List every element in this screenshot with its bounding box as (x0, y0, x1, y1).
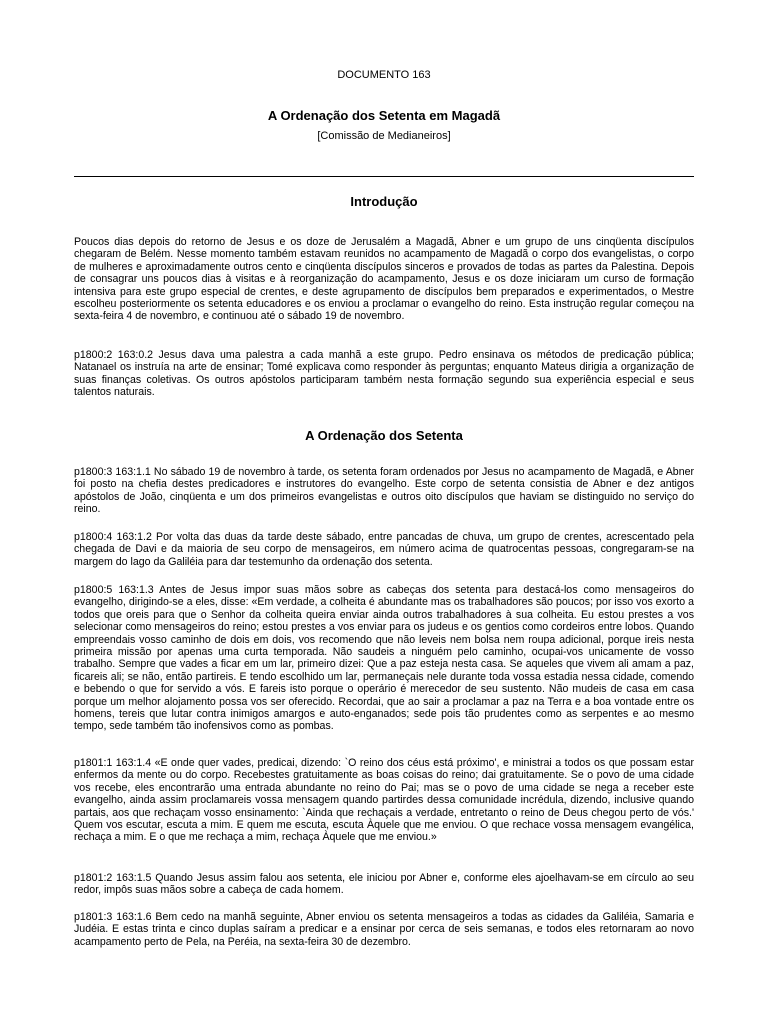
paragraph: Poucos dias depois do retorno de Jesus e os doze de Jerusalém a Magadã, Abner e um grupo de uns cinqüenta discípulos chegaram de Belém. Nesse momento também estavam reunidos no acampamento de Magadã o corpo dos evangelistas, o corpo de mulheres e aproximadamente outros cento e cinqüenta discípulos sinceros e provados de todas as partes da Palestina. Depois de consagrar uns poucos dias à visitas e à reorganização do acampamento, Jesus e os doze iniciaram um curso de formação intensiva para este grupo especial de crentes, e deste agrupamento de discípulos bem preparados e experimentados, o Mestre escolheu posteriormente os setenta educadores e os enviou a proclamar o evangelho do reino. Esta instrução regular começou na sexta-feira 4 de novembro, e continuou até o sábado 19 de novembro. (74, 236, 694, 323)
document-number: DOCUMENTO 163 (337, 69, 431, 81)
section-heading-ordination: A Ordenação dos Setenta (305, 428, 463, 443)
paragraph: p1800:5 163:1.3 Antes de Jesus impor suas mãos sobre as cabeças dos setenta para destacá-los como mensageiros do evangelho, dirigindo-se a eles, disse: «Em verdade, a colheita é abundante mas os trabalhadores são poucos; por isso vos exorto a todos que oreis para que o Senhor da colheita queira enviar ainda outros trabalhadores à sua colheita. Eu estou prestes a vos selecionar como mensageiros do reino; estou prestes a vos enviar para os judeus e os gentios como cordeiros entre lobos. Quando empreendais vosso caminho de dois em dois, vos recomendo que não leveis nem bolsa nem roupa adicional, porque ireis nesta primeira missão por apenas uma curta temporada. Não saudeis a ninguém pelo caminho, ocupai-vos unicamente de vosso trabalho. Sempre que vades a ficar em um lar, primeiro dizei: Que a paz esteja nesta casa. Se aqueles que vivem ali amam a paz, ficareis ali; se não, então partireis. E tendo escolhido um lar, permaneçais nele durante toda vossa estadia nessa cidade, comendo e bebendo o que for servido a vós. E fareis isto porque o operário é merecedor de seu sustento. Não mudeis de casa em casa porque um melhor alojamento possa vos ser oferecido. Recordai, que ao sair a proclamar a paz na Terra e a boa vontade entre os homens, tereis que lutar contra inimigos amargos e auto-enganados; sede pois tão prudentes como as serpentes e ao mesmo tempo, sede também tão inofensivos como as pombas. (74, 584, 694, 733)
horizontal-divider (74, 176, 694, 177)
paragraph: p1800:3 163:1.1 No sábado 19 de novembro à tarde, os setenta foram ordenados por Jesus no acampamento de Magadã, e Abner foi posto na chefia destes predicadores e instrutores do evangelho. Este corpo de setenta consistia de Abner e dez antigos apóstolos de João, cinqüenta e um dos primeiros evangelistas e outros oito discípulos que haviam se distinguido no serviço do reino. (74, 466, 694, 516)
paragraph: p1801:1 163:1.4 «E onde quer vades, predicai, dizendo: `O reino dos céus está próximo', e ministrai a todos os que possam estar enfermos da mente ou do corpo. Recebestes gratuitamente as boas coisas do reino; dai gratuitamente. Se o povo de uma cidade vos recebe, eles encontrarão uma entrada abundante no reino do Pai; mas se o povo de uma cidade se nega a receber este evangelho, ainda assim proclamareis vossa mensagem quando partirdes dessa comunidade incrédula, dizendo, inclusive quando partais, aos que rechaçam vosso ensinamento: `Ainda que rechaçais a verdade, entretanto o reino de Deus chegou perto de vós.' Quem vos escutar, escuta a mim. E quem me escuta, escuta Àquele que me enviou. O que rechace vossa mensagem evangélica, rechaça a mim. E o que me rechaça a mim, rechaça Àquele que me enviou.» (74, 757, 694, 844)
paragraph: p1800:4 163:1.2 Por volta das duas da tarde deste sábado, entre pancadas de chuva, um grupo de crentes, acrescentado pela chegada de Davi e da maioria de seu corpo de mensageiros, em número acima de quatrocentas pessoas, congregaram-se na margem do lago da Galiléia para dar testemunho da ordenação dos setenta. (74, 531, 694, 568)
document-attribution: [Comissão de Medianeiros] (317, 130, 451, 142)
paragraph: p1801:2 163:1.5 Quando Jesus assim falou aos setenta, ele iniciou por Abner e, conforme eles ajoelhavam-se em círculo ao seu redor, impôs suas mãos sobre a cabeça de cada homem. (74, 872, 694, 897)
document-title: A Ordenação dos Setenta em Magadã (267, 108, 501, 123)
section-heading-introduction: Introdução (350, 194, 418, 209)
paragraph: p1800:2 163:0.2 Jesus dava uma palestra a cada manhã a este grupo. Pedro ensinava os métodos de predicação pública; Natanael os instruía na arte de ensinar; Tomé explicava como responder às perguntas; enquanto Mateus dirigia a organização de suas finanças coletivas. Os outros apóstolos participaram também nesta formação segundo sua experiência especial e seus talentos naturais. (74, 349, 694, 399)
paragraph: p1801:3 163:1.6 Bem cedo na manhã seguinte, Abner enviou os setenta mensageiros a todas as cidades da Galiléia, Samaria e Judéia. E estas trinta e cinco duplas saíram a predicar e a ensinar por cerca de seis semanas, e todos eles retornaram ao novo acampamento perto de Pela, na Peréia, na sexta-feira 30 de dezembro. (74, 911, 694, 948)
